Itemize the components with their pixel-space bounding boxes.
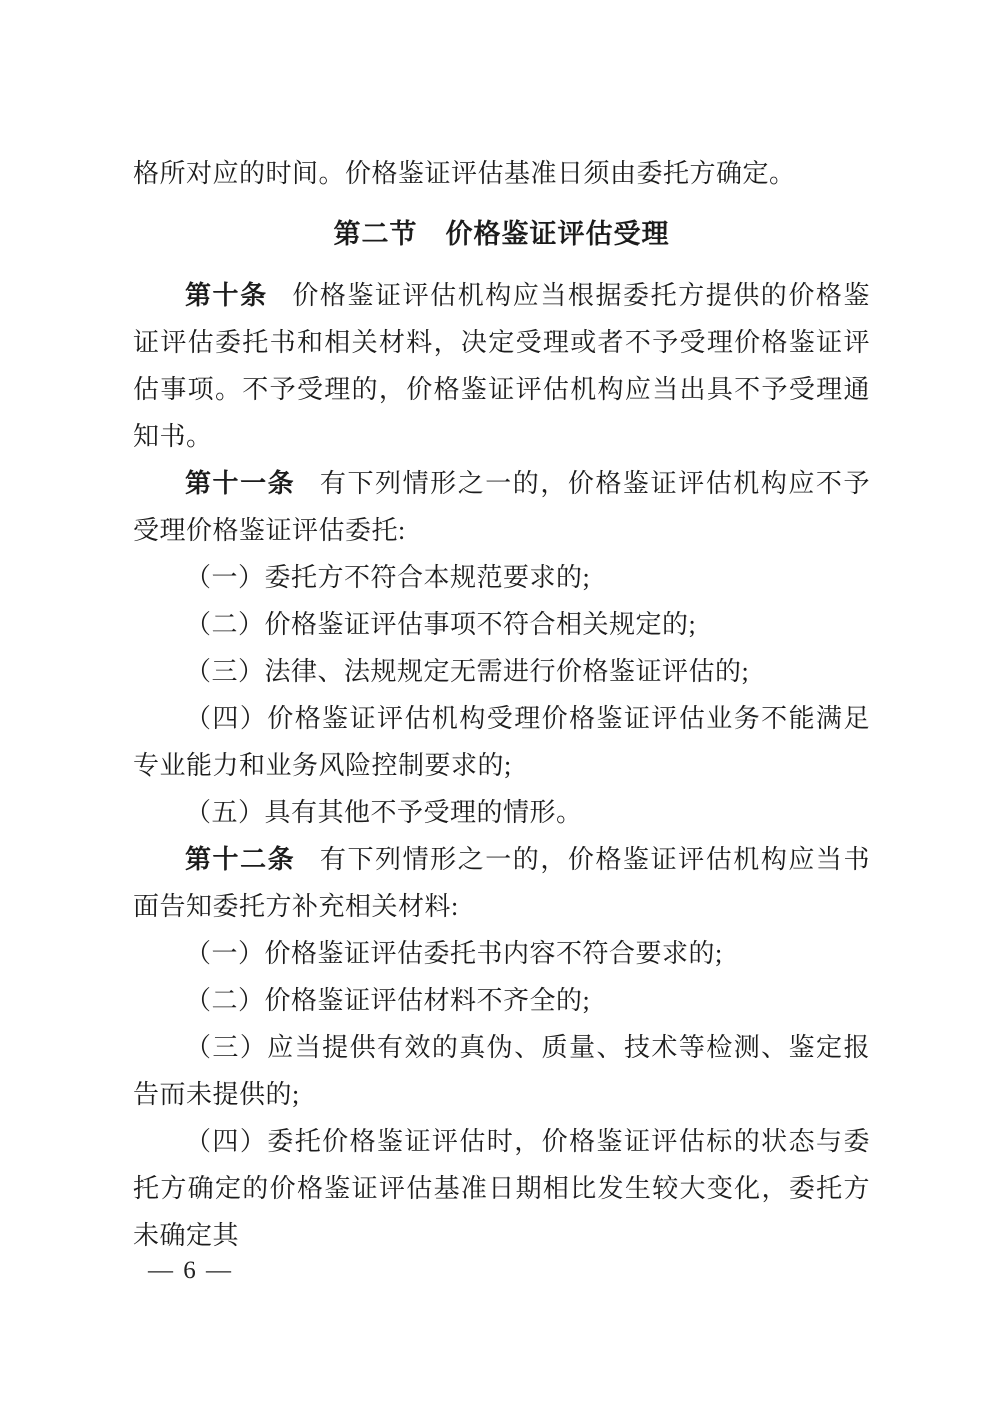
article-number: 第十条 (185, 281, 268, 310)
list-item (133, 930, 870, 977)
paragraph-text: （四）委托价格鉴证评估时，价格鉴证评估标的状态与委托方确定的价格鉴证评估基准日期相比发生较大变化，委托方未确定其 (133, 1127, 870, 1250)
list-item (133, 1118, 870, 1259)
list-item (133, 695, 870, 789)
paragraph-text: （四）价格鉴证评估机构受理价格鉴证评估业务不能满足专业能力和业务风险控制要求的; (133, 704, 870, 780)
continuation-paragraph (133, 150, 870, 197)
paragraph-text: （一）价格鉴证评估委托书内容不符合要求的; (185, 939, 723, 968)
list-item (133, 648, 870, 695)
paragraph-text: （一）委托方不符合本规范要求的; (185, 563, 591, 592)
page-number: — 6 — (148, 1257, 233, 1284)
document-body (133, 150, 870, 1259)
paragraph-text: （三）法律、法规规定无需进行价格鉴证评估的; (185, 657, 750, 686)
article-number: 第十二条 (185, 845, 296, 874)
paragraph-text: （二）价格鉴证评估事项不符合相关规定的; (185, 610, 697, 639)
list-item (133, 554, 870, 601)
article-number: 第十一条 (185, 469, 296, 498)
list-item (133, 977, 870, 1024)
list-item (133, 789, 870, 836)
paragraph-text: （三）应当提供有效的真伪、质量、技术等检测、鉴定报告而未提供的; (133, 1033, 870, 1109)
section-heading: 第二节 价格鉴证评估受理 (333, 219, 670, 249)
list-item (133, 1024, 870, 1118)
paragraph-text: （五）具有其他不予受理的情形。 (185, 798, 583, 827)
paragraph-text: 有下列情形之一的，价格鉴证评估机构应当书面告知委托方补充相关材料: (133, 845, 870, 921)
paragraph-text: 价格鉴证评估机构应当根据委托方提供的价格鉴证评估委托书和相关材料，决定受理或者不予受理价格鉴证评估事项。不予受理的，价格鉴证评估机构应当出具不予受理通知书。 (133, 281, 870, 451)
article-paragraph-10 (133, 272, 870, 460)
continuation-text: 格所对应的时间。价格鉴证评估基准日须由委托方确定。 (133, 159, 796, 188)
article-paragraph-11 (133, 460, 870, 554)
list-item (133, 601, 870, 648)
article-paragraph-12 (133, 836, 870, 930)
paragraph-text: （二）价格鉴证评估材料不齐全的; (185, 986, 591, 1015)
paragraph-text: 有下列情形之一的，价格鉴证评估机构应不予受理价格鉴证评估委托: (133, 469, 870, 545)
